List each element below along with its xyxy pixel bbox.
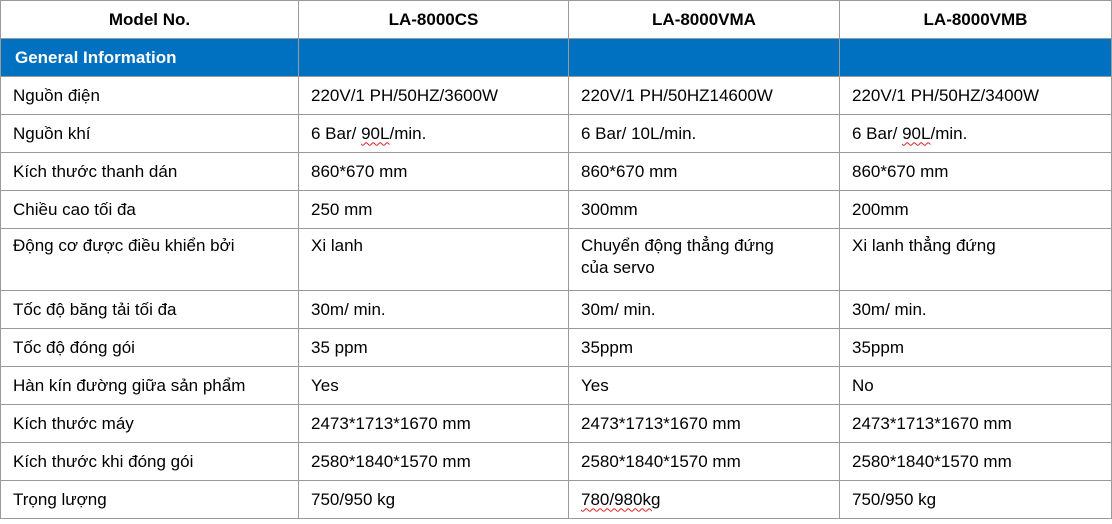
cell-text: 6 Bar/ — [311, 123, 362, 143]
table-row-air-source — [1, 115, 1112, 153]
table-row-seal-bar-size — [1, 153, 1112, 191]
table-row-packing-speed — [1, 329, 1112, 367]
table-row-max-height — [1, 191, 1112, 229]
cell-la-8000vma: 6 Bar/ 10L/min. — [569, 115, 840, 153]
cell-text: 6 Bar/ — [852, 123, 903, 143]
cell-la-8000vmb: 2473*1713*1670 mm — [840, 405, 1112, 443]
cell-text-line: Chuyển động thẳng đứng — [581, 236, 774, 255]
row-label: Nguồn điện — [1, 77, 299, 115]
table-row-machine-size — [1, 405, 1112, 443]
section-blank-cell — [299, 39, 569, 77]
cell-la-8000vmb — [840, 115, 1112, 153]
cell-la-8000vmb: 30m/ min. — [840, 291, 1112, 329]
cell-la-8000cs: 2580*1840*1570 mm — [299, 443, 569, 481]
section-blank-cell — [840, 39, 1112, 77]
row-label: Chiều cao tối đa — [1, 191, 299, 229]
cell-la-8000cs: Yes — [299, 367, 569, 405]
row-label: Trọng lượng — [1, 481, 299, 519]
cell-la-8000vma: 860*670 mm — [569, 153, 840, 191]
row-label: Nguồn khí — [1, 115, 299, 153]
row-label: Tốc độ băng tải tối đa — [1, 291, 299, 329]
cell-la-8000cs: 35 ppm — [299, 329, 569, 367]
cell-la-8000cs: 750/950 kg — [299, 481, 569, 519]
section-blank-cell — [569, 39, 840, 77]
cell-la-8000cs — [299, 115, 569, 153]
row-label: Kích thước thanh dán — [1, 153, 299, 191]
cell-la-8000vma: Yes — [569, 367, 840, 405]
cell-la-8000vmb: 220V/1 PH/50HZ/3400W — [840, 77, 1112, 115]
cell-la-8000vma — [569, 481, 840, 519]
cell-la-8000vma: 2473*1713*1670 mm — [569, 405, 840, 443]
header-la-8000cs: LA-8000CS — [299, 1, 569, 39]
cell-la-8000vmb: 35ppm — [840, 329, 1112, 367]
cell-la-8000vma: 300mm — [569, 191, 840, 229]
section-title: General Information — [1, 39, 299, 77]
table-row-center-seal — [1, 367, 1112, 405]
table-row-conveyor-speed — [1, 291, 1112, 329]
cell-text-line: của servo — [581, 258, 655, 277]
cell-la-8000vmb: Xi lanh thẳng đứng — [840, 229, 1112, 291]
cell-la-8000vma: 2580*1840*1570 mm — [569, 443, 840, 481]
header-la-8000vmb: LA-8000VMB — [840, 1, 1112, 39]
cell-text: /min. — [930, 123, 968, 143]
cell-la-8000vmb: 2580*1840*1570 mm — [840, 443, 1112, 481]
table-row-drive — [1, 229, 1112, 291]
cell-la-8000vma: 30m/ min. — [569, 291, 840, 329]
table-row-power — [1, 77, 1112, 115]
table-row-packed-size — [1, 443, 1112, 481]
row-label: Hàn kín đường giữa sản phẩm — [1, 367, 299, 405]
cell-la-8000vma — [569, 229, 840, 291]
header-la-8000vma: LA-8000VMA — [569, 1, 840, 39]
cell-la-8000vmb: 860*670 mm — [840, 153, 1112, 191]
row-label: Tốc độ đóng gói — [1, 329, 299, 367]
cell-la-8000vma: 220V/1 PH/50HZ14600W — [569, 77, 840, 115]
table-header-row — [1, 1, 1112, 39]
row-label: Động cơ được điều khiển bởi — [1, 229, 299, 291]
spellcheck-word: 90L — [361, 123, 390, 143]
cell-la-8000vma: 35ppm — [569, 329, 840, 367]
cell-la-8000vmb: 200mm — [840, 191, 1112, 229]
cell-la-8000cs: 860*670 mm — [299, 153, 569, 191]
row-label: Kích thước máy — [1, 405, 299, 443]
spellcheck-word: 780/980kg — [581, 489, 661, 509]
row-label: Kích thước khi đóng gói — [1, 443, 299, 481]
cell-la-8000cs: 250 mm — [299, 191, 569, 229]
cell-la-8000cs: Xi lanh — [299, 229, 569, 291]
cell-la-8000cs: 30m/ min. — [299, 291, 569, 329]
spellcheck-word: 90L — [902, 123, 931, 143]
cell-text: /min. — [389, 123, 427, 143]
cell-la-8000vmb: 750/950 kg — [840, 481, 1112, 519]
header-model-no: Model No. — [1, 1, 299, 39]
table-row-weight — [1, 481, 1112, 519]
cell-la-8000cs: 220V/1 PH/50HZ/3600W — [299, 77, 569, 115]
section-row-general-information — [1, 39, 1112, 77]
cell-la-8000vmb: No — [840, 367, 1112, 405]
cell-la-8000cs: 2473*1713*1670 mm — [299, 405, 569, 443]
